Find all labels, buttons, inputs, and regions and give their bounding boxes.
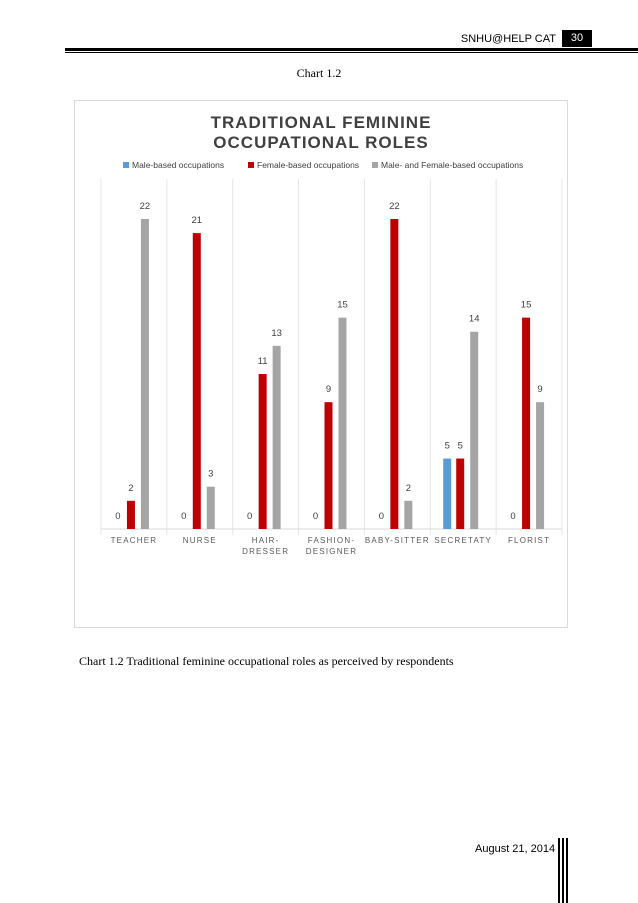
- chart-title-line: TRADITIONAL FEMININE: [210, 113, 432, 132]
- bar: [339, 318, 347, 529]
- bar: [404, 501, 412, 529]
- header-rule: [65, 48, 638, 51]
- data-label: 22: [139, 201, 151, 212]
- data-label: 9: [325, 384, 332, 396]
- bar-chart: [75, 101, 567, 627]
- footer-rule-2: [562, 838, 564, 903]
- data-label: 14: [468, 313, 480, 325]
- data-label: 5: [444, 440, 450, 452]
- category-label: FLORIST: [507, 536, 551, 545]
- legend-label: Female-based occupations: [257, 160, 360, 170]
- bar: [456, 459, 464, 529]
- bar: [127, 501, 135, 529]
- bar: [390, 219, 398, 529]
- data-label: 21: [191, 215, 203, 227]
- bar: [273, 346, 281, 529]
- data-label: 0: [181, 511, 187, 522]
- chart-frame: [74, 100, 568, 628]
- bar: [536, 402, 544, 529]
- chart-title-line: OCCUPATIONAL ROLES: [213, 133, 429, 152]
- category-label: TEACHER: [110, 536, 158, 545]
- category-label: FASHION-: [307, 536, 356, 545]
- data-label: 0: [378, 511, 385, 522]
- bar: [193, 233, 201, 529]
- legend-swatch: [123, 162, 129, 168]
- data-label: 13: [271, 327, 282, 339]
- data-label: 22: [389, 201, 400, 212]
- footer-rule-3: [566, 838, 568, 903]
- bar: [470, 332, 478, 529]
- legend-label: Male- and Female-based occupations: [381, 160, 524, 170]
- category-label: BABY-SITTER: [364, 536, 430, 545]
- header-rule-thin: [65, 52, 638, 53]
- footer-rule-1: [558, 838, 560, 903]
- data-label: 15: [337, 299, 348, 311]
- category-label: HAIR-: [251, 536, 280, 545]
- footer-date: August 21, 2014: [475, 843, 556, 855]
- bar: [522, 318, 530, 529]
- data-label: 9: [537, 384, 543, 396]
- data-label: 5: [457, 440, 463, 452]
- bar: [443, 459, 451, 529]
- bar: [325, 402, 333, 529]
- category-label: DRESSER: [242, 547, 290, 556]
- data-label: 0: [115, 511, 121, 522]
- data-label: 2: [128, 482, 134, 494]
- data-label: 2: [405, 482, 412, 494]
- data-label: 0: [246, 511, 253, 522]
- category-label: NURSE: [182, 536, 217, 545]
- data-label: 0: [510, 511, 516, 522]
- bar: [207, 487, 215, 529]
- data-label: 15: [520, 299, 532, 311]
- chart-label: Chart 1.2: [296, 66, 342, 80]
- page-number: 30: [562, 30, 592, 47]
- bar: [141, 219, 149, 529]
- category-label: DESIGNER: [305, 547, 358, 556]
- data-label: 11: [257, 356, 268, 367]
- data-label: 3: [208, 468, 214, 480]
- legend-swatch: [248, 162, 254, 168]
- legend-swatch: [372, 162, 378, 168]
- bar: [259, 374, 267, 529]
- category-label: SECRETATY: [434, 536, 493, 545]
- header-site: SNHU@HELP CAT: [460, 33, 556, 45]
- chart-caption: Chart 1.2 Traditional feminine occupational roles as perceived by respondents: [79, 654, 454, 668]
- legend-label: Male-based occupations: [132, 160, 225, 170]
- data-label: 0: [312, 511, 319, 522]
